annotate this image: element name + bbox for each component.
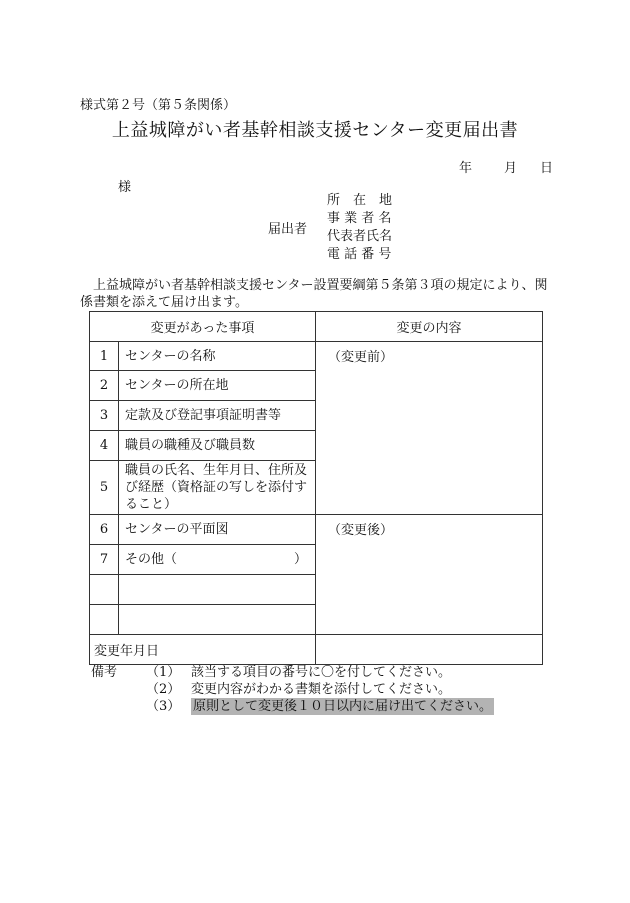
row-number[interactable]: 1: [90, 342, 119, 371]
note-number: （1）: [146, 665, 181, 680]
applicant-field-address: 所 在 地: [327, 193, 393, 208]
note-text-highlighted: 原則として変更後１０日以内に届け出てください。: [193, 699, 493, 714]
note-text: 変更内容がわかる書類を添付してください。: [191, 682, 452, 697]
row-label: 職員の氏名、生年月日、住所及び経歴（資格証の写しを添付すること）: [119, 461, 316, 515]
form-number: 様式第２号（第５条関係）: [80, 98, 237, 113]
column-header-items: 変更があった事項: [90, 312, 316, 342]
applicant-field-business-name: 事 業 者 名: [327, 211, 392, 226]
applicant-fields: [327, 192, 392, 264]
row-label: センターの名称: [119, 342, 316, 371]
blank-row-label[interactable]: [119, 575, 316, 605]
intro-text: 上益城障がい者基幹相談支援センター設置要綱第５条第３項の規定により、関係書類を添えて届け出ます。: [80, 278, 548, 310]
document-title: 上益城障がい者基幹相談支援センター変更届出書: [111, 120, 519, 141]
content-after-label: （変更後）: [328, 523, 394, 538]
date-day-label: 日: [540, 161, 554, 176]
content-after-cell[interactable]: [316, 515, 543, 635]
applicant-field-representative: 代表者氏名: [327, 229, 393, 244]
row-label: センターの所在地: [119, 371, 316, 401]
row-label: センターの平面図: [119, 515, 316, 545]
blank-row-label[interactable]: [119, 605, 316, 635]
row-label: その他（ ）: [119, 545, 316, 575]
notes-label: 備考: [91, 665, 118, 680]
change-date-label: 変更年月日: [90, 635, 316, 665]
change-date-field[interactable]: [316, 635, 543, 665]
addressee-suffix: 様: [118, 180, 132, 195]
note-number: （2）: [146, 682, 181, 697]
note-number: （3）: [146, 699, 181, 714]
row-number[interactable]: 4: [90, 431, 119, 461]
applicant-field-phone: 電 話 番 号: [327, 247, 392, 262]
date-year-label: 年: [459, 161, 473, 176]
change-items-table: [89, 311, 543, 665]
row-number[interactable]: 2: [90, 371, 119, 401]
row-number[interactable]: 5: [90, 461, 119, 515]
note-text: 該当する項目の番号に〇を付してください。: [191, 665, 452, 680]
date-month-label: 月: [504, 161, 518, 176]
notes: [91, 664, 494, 715]
blank-row-number[interactable]: [90, 605, 119, 635]
column-header-content: 変更の内容: [316, 312, 543, 342]
row-label: 定款及び登記事項証明書等: [119, 401, 316, 431]
row-number[interactable]: 3: [90, 401, 119, 431]
row-label: 職員の職種及び職員数: [119, 431, 316, 461]
content-before-label: （変更前）: [328, 350, 394, 365]
blank-row-number[interactable]: [90, 575, 119, 605]
applicant-label: 届出者: [268, 222, 308, 237]
content-before-cell[interactable]: [316, 342, 543, 515]
row-number[interactable]: 7: [90, 545, 119, 575]
row-number[interactable]: 6: [90, 515, 119, 545]
